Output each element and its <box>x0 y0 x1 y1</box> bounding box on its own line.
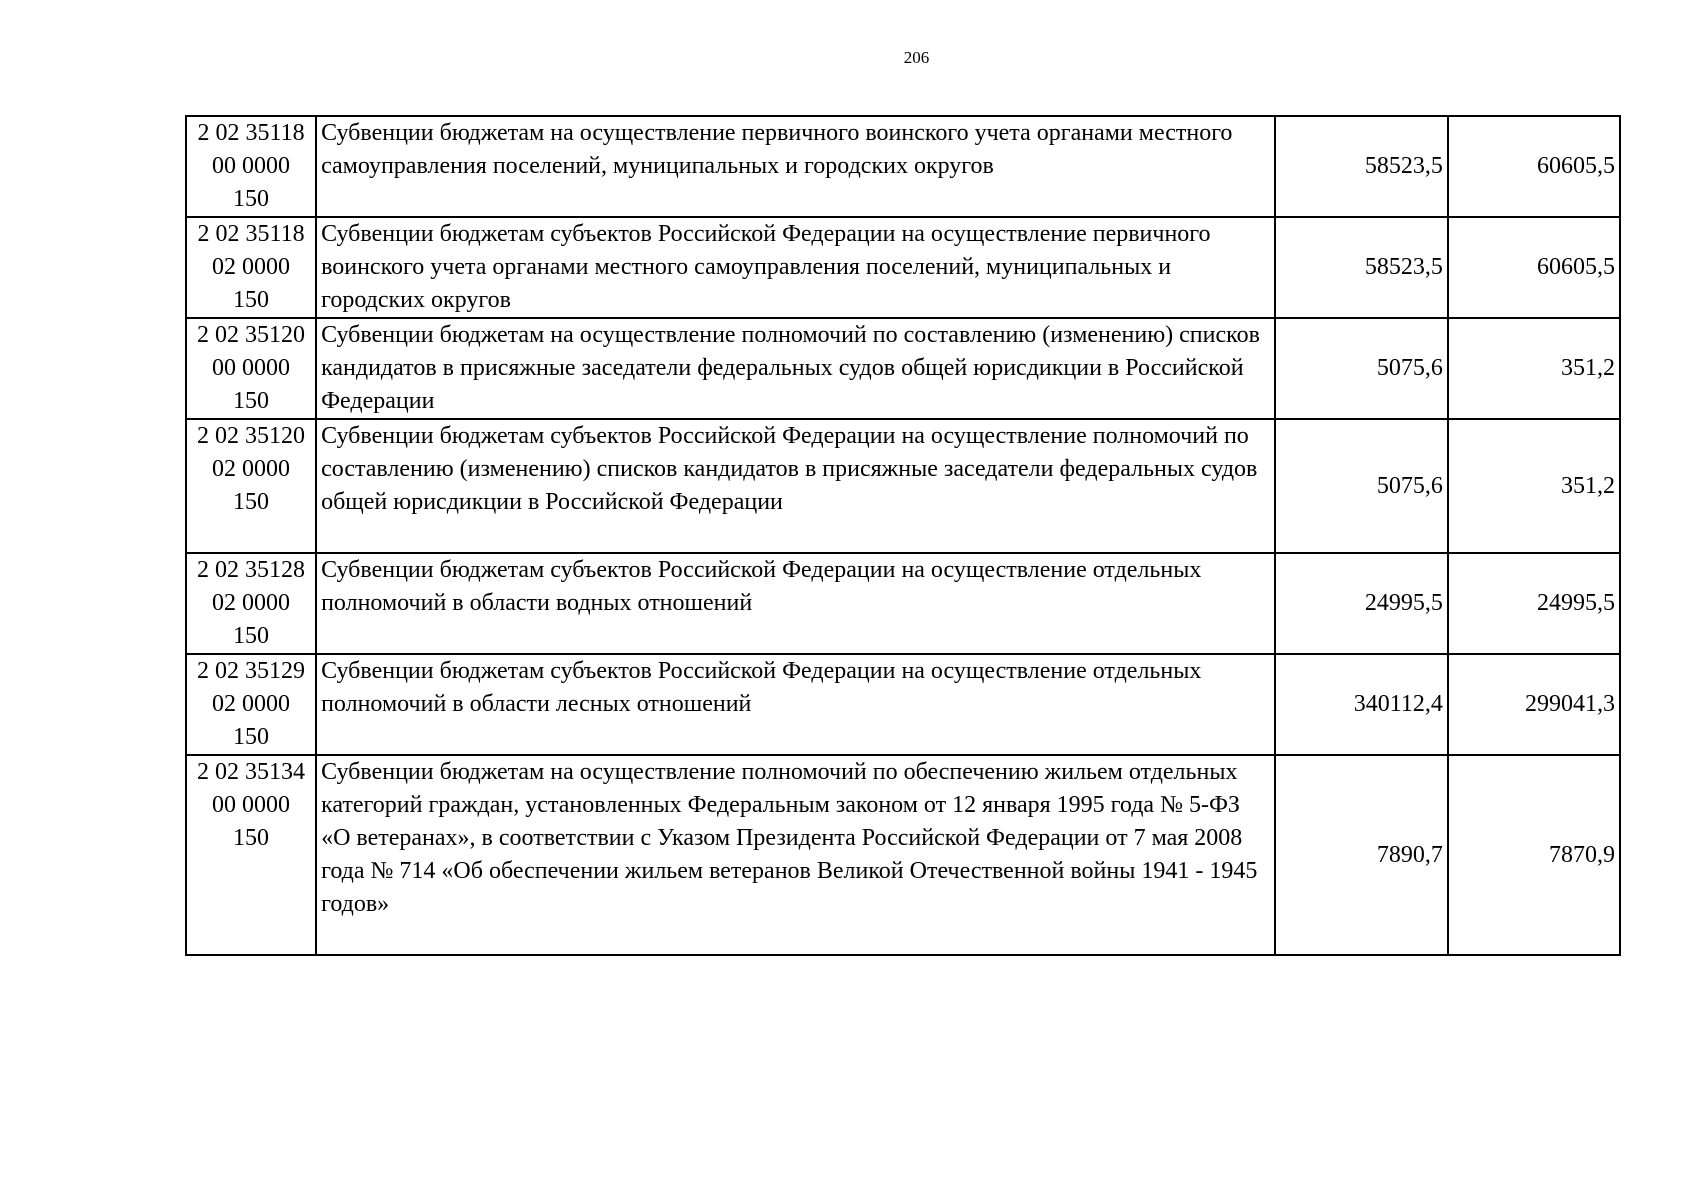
budget-code-line: 00 0000 <box>212 355 291 381</box>
budget-code-line: 00 0000 <box>212 792 291 818</box>
budget-code-line: 2 02 35120 <box>197 423 306 449</box>
budget-code-line: 150 <box>233 388 270 414</box>
budget-code-line: 2 02 35129 <box>197 658 306 684</box>
budget-code-line: 150 <box>233 287 270 313</box>
description-cell: Субвенции бюджетам субъектов Российской Федерации на осуществление отдельных полномочий в области водных отношений <box>316 553 1275 654</box>
budget-code-line: 02 0000 <box>212 590 291 616</box>
budget-code-line: 2 02 35118 <box>197 221 305 247</box>
value-cell-1: 58523,5 <box>1275 217 1448 318</box>
table-row <box>186 553 1620 654</box>
value-cell-2: 351,2 <box>1448 318 1620 419</box>
budget-table <box>185 115 1621 956</box>
description-cell: Субвенции бюджетам на осуществление полномочий по составлению (изменению) списков кандидатов в присяжные заседатели федеральных судов общей юрисдикции в Российской Федерации <box>316 318 1275 419</box>
budget-code-line: 150 <box>233 724 270 750</box>
table-row <box>186 116 1620 217</box>
budget-code-cell <box>186 318 316 419</box>
value-cell-2: 60605,5 <box>1448 116 1620 217</box>
value-cell-2: 60605,5 <box>1448 217 1620 318</box>
budget-code-line: 02 0000 <box>212 691 291 717</box>
budget-code-cell <box>186 755 316 955</box>
table-row <box>186 318 1620 419</box>
value-cell-1: 7890,7 <box>1275 755 1448 955</box>
budget-code-line: 02 0000 <box>212 254 291 280</box>
budget-code-line: 150 <box>233 825 270 851</box>
table-row <box>186 217 1620 318</box>
table-row <box>186 419 1620 553</box>
budget-code-line: 2 02 35134 <box>197 759 306 785</box>
budget-code-line: 150 <box>233 489 270 515</box>
description-cell: Субвенции бюджетам субъектов Российской Федерации на осуществление отдельных полномочий в области лесных отношений <box>316 654 1275 755</box>
value-cell-2: 351,2 <box>1448 419 1620 553</box>
value-cell-1: 5075,6 <box>1275 419 1448 553</box>
budget-code-line: 02 0000 <box>212 456 291 482</box>
budget-code-line: 2 02 35118 <box>197 120 305 146</box>
value-cell-1: 5075,6 <box>1275 318 1448 419</box>
value-cell-1: 24995,5 <box>1275 553 1448 654</box>
description-cell: Субвенции бюджетам субъектов Российской Федерации на осуществление полномочий по составлению (изменению) списков кандидатов в присяжные заседатели федеральных судов общей юрисдикции в Российской Федерации <box>316 419 1275 553</box>
description-cell: Субвенции бюджетам на осуществление первичного воинского учета органами местного самоуправления поселений, муниципальных и городских округов <box>316 116 1275 217</box>
budget-code-line: 2 02 35128 <box>197 557 306 583</box>
page-number: 206 <box>903 48 930 67</box>
budget-code-cell <box>186 419 316 553</box>
budget-code-cell <box>186 553 316 654</box>
budget-code-line: 150 <box>233 186 270 212</box>
budget-code-line: 2 02 35120 <box>197 322 306 348</box>
value-cell-1: 340112,4 <box>1275 654 1448 755</box>
value-cell-2: 24995,5 <box>1448 553 1620 654</box>
budget-code-cell <box>186 116 316 217</box>
budget-code-cell <box>186 217 316 318</box>
budget-code-line: 00 0000 <box>212 153 291 179</box>
budget-code-cell <box>186 654 316 755</box>
table-row <box>186 755 1620 955</box>
value-cell-2: 7870,9 <box>1448 755 1620 955</box>
value-cell-1: 58523,5 <box>1275 116 1448 217</box>
description-cell: Субвенции бюджетам на осуществление полномочий по обеспечению жильем отдельных категорий граждан, установленных Федеральным законом от 12 января 1995 года № 5-ФЗ «О ветеранах», в соответствии с Указом Президента Российской Федерации от 7 мая 2008 года № 714 «Об обеспечении жильем ветеранов Великой Отечественной войны 1941 - 1945 годов» <box>316 755 1275 955</box>
budget-code-line: 150 <box>233 623 270 649</box>
value-cell-2: 299041,3 <box>1448 654 1620 755</box>
table-row <box>186 654 1620 755</box>
description-cell: Субвенции бюджетам субъектов Российской Федерации на осуществление первичного воинского учета органами местного самоуправления поселений, муниципальных и городских округов <box>316 217 1275 318</box>
